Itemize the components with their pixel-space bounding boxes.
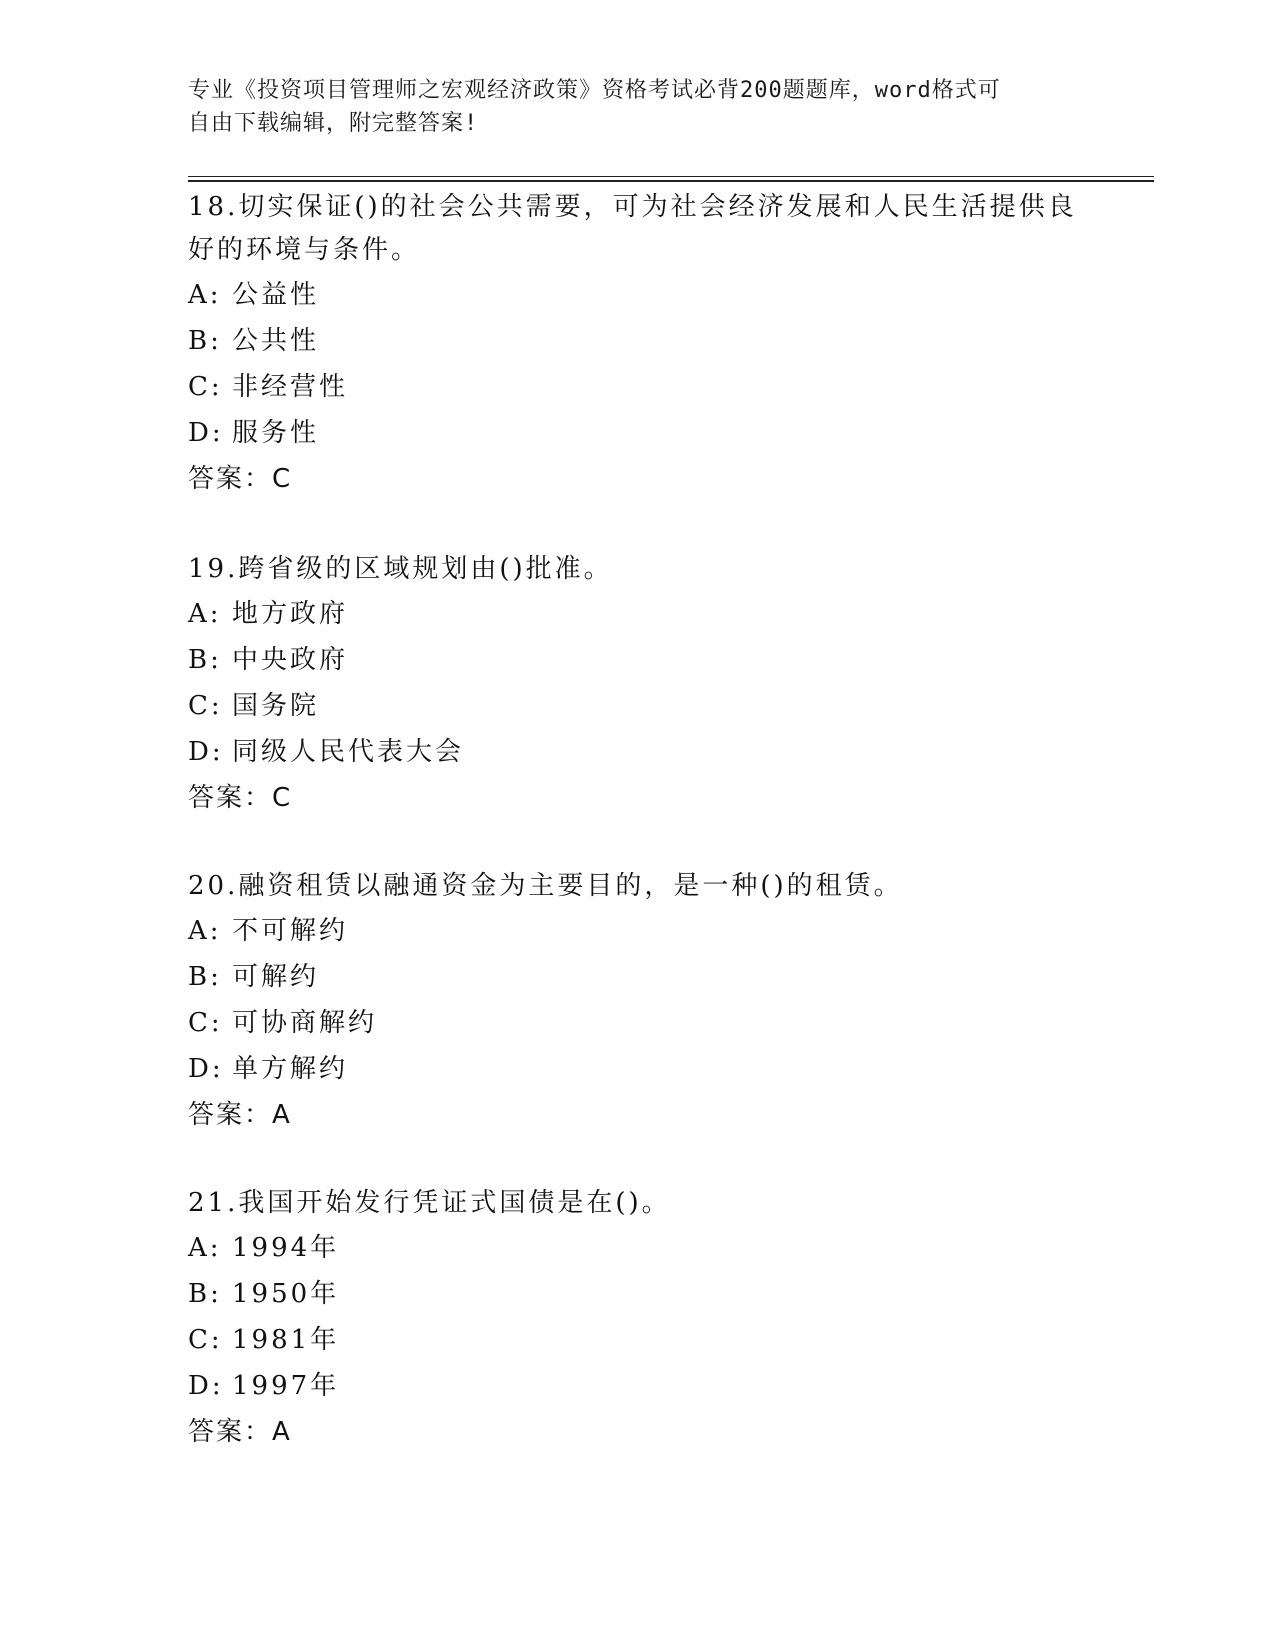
option-letter: C: (188, 691, 223, 721)
option-text: 1994年 (232, 1233, 340, 1263)
option-list (188, 1225, 1088, 1409)
document-header (188, 74, 1088, 140)
header-line-1: 专业《投资项目管理师之宏观经济政策》资格考试必背200题题库，word格式可 (188, 78, 1001, 103)
question-21 (188, 1182, 1088, 1455)
question-stem: 21.我国开始发行凭证式国债是在()。 (188, 1188, 671, 1218)
option-letter: C: (188, 372, 223, 402)
answer-line: 答案：C (188, 464, 293, 494)
question-stem: 20.融资租赁以融通资金为主要目的，是一种()的租赁。 (188, 871, 903, 901)
option-a (188, 1225, 1088, 1271)
option-list (188, 908, 1088, 1092)
option-text: 公共性 (232, 326, 320, 356)
option-letter: A: (188, 280, 222, 310)
question-18 (188, 186, 1088, 502)
option-letter: C: (188, 1008, 223, 1038)
answer-line: 答案：A (188, 1417, 292, 1447)
option-text: 1997年 (232, 1371, 340, 1401)
option-b (188, 318, 1088, 364)
option-text: 1981年 (232, 1325, 340, 1355)
option-letter: D: (188, 1371, 224, 1401)
option-letter: D: (188, 737, 224, 767)
option-b (188, 1271, 1088, 1317)
option-letter: A: (188, 1233, 222, 1263)
option-text: 公益性 (232, 280, 320, 310)
option-a (188, 591, 1088, 637)
option-d (188, 729, 1088, 775)
option-text: 不可解约 (232, 916, 349, 946)
option-b (188, 954, 1088, 1000)
option-b (188, 637, 1088, 683)
option-c (188, 1317, 1088, 1363)
option-text: 非经营性 (232, 372, 349, 402)
option-letter: D: (188, 1054, 224, 1084)
header-divider-bottom (188, 180, 1154, 182)
option-letter: B: (188, 645, 222, 675)
option-c (188, 1000, 1088, 1046)
option-text: 单方解约 (232, 1054, 349, 1084)
option-a (188, 908, 1088, 954)
option-letter: A: (188, 599, 222, 629)
question-stem-continued: 好的环境与条件。 (188, 235, 421, 265)
option-d (188, 1363, 1088, 1409)
option-letter: B: (188, 962, 222, 992)
option-list (188, 272, 1088, 456)
header-divider-top (188, 176, 1154, 177)
option-c (188, 683, 1088, 729)
option-d (188, 410, 1088, 456)
option-letter: B: (188, 326, 222, 356)
answer-line: 答案：A (188, 1100, 292, 1130)
option-text: 中央政府 (232, 645, 349, 675)
option-text: 地方政府 (232, 599, 349, 629)
question-stem: 19.跨省级的区域规划由()批准。 (188, 554, 613, 584)
option-text: 可协商解约 (232, 1008, 378, 1038)
question-19 (188, 548, 1088, 821)
option-text: 国务院 (232, 691, 320, 721)
option-text: 同级人民代表大会 (232, 737, 465, 767)
question-20 (188, 865, 1088, 1138)
option-text: 服务性 (232, 418, 320, 448)
option-text: 1950年 (232, 1279, 340, 1309)
option-a (188, 272, 1088, 318)
header-line-2: 自由下载编辑，附完整答案! (188, 111, 479, 136)
option-text: 可解约 (232, 962, 320, 992)
option-letter: D: (188, 418, 224, 448)
option-letter: C: (188, 1325, 223, 1355)
option-letter: B: (188, 1279, 222, 1309)
option-c (188, 364, 1088, 410)
option-list (188, 591, 1088, 775)
question-stem: 18.切实保证()的社会公共需要，可为社会经济发展和人民生活提供良 (188, 192, 1077, 222)
option-letter: A: (188, 916, 222, 946)
option-d (188, 1046, 1088, 1092)
answer-line: 答案：C (188, 783, 293, 813)
